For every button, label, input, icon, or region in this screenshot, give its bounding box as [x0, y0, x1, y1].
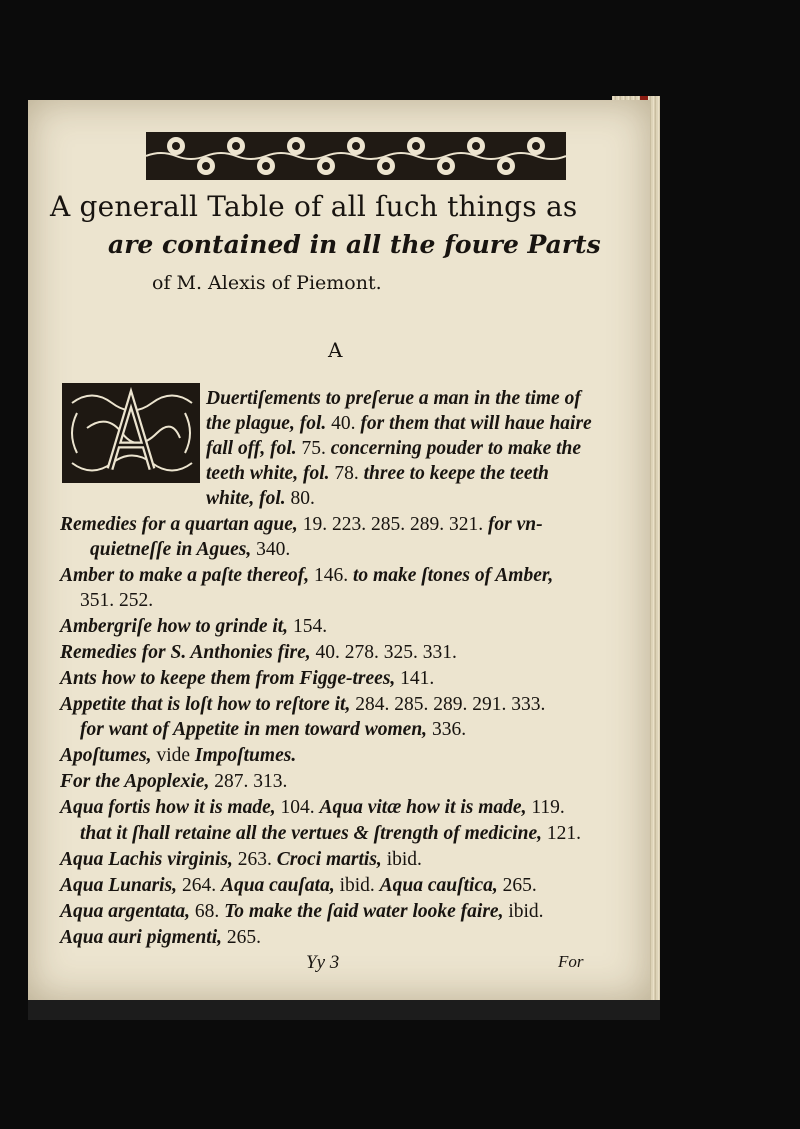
index-entry-line: the plague, fol. 40. for them that will haue haire: [206, 413, 592, 434]
title-line-2: are contained in all the foure Parts: [108, 230, 601, 259]
index-entry-line: Aqua argentata, 68. To make the ſaid water looke faire, ibid.: [60, 901, 544, 922]
woodcut-headpiece-icon: [146, 132, 566, 180]
index-entry-line: Duertiſements to preſerue a man in the time of: [206, 388, 581, 409]
index-entry-line: teeth white, fol. 78. three to keepe the teeth: [206, 463, 549, 484]
title-line-3: of M. Alexis of Piemont.: [152, 272, 382, 294]
index-entry-line: Apoſtumes, vide Impoſtumes.: [60, 745, 297, 766]
index-entry-line: For the Apoplexie, 287. 313.: [60, 771, 288, 792]
index-entry-line: Remedies for S. Anthonies fire, 40. 278. 325. 331.: [60, 642, 457, 663]
index-entry-line: Aqua auri pigmenti, 265.: [60, 927, 261, 948]
signature-mark: Yy 3: [306, 952, 340, 973]
title-line-1: A generall Table of all ſuch things as: [50, 190, 578, 223]
index-entry-line: Aqua Lachis virginis, 263. Croci martis, ibid.: [60, 849, 422, 870]
book-page: [28, 100, 650, 1000]
index-entry-line: 351. 252.: [80, 590, 154, 611]
catchword: For: [558, 952, 584, 971]
index-entry-line: Ambergriſe how to grinde it, 154.: [60, 616, 328, 637]
index-entry-line: quietneſſe in Agues, 340.: [90, 539, 291, 560]
index-entry-line: Ants how to keepe them from Figge-trees, 141.: [60, 668, 435, 689]
index-entry-line: Amber to make a paſte thereof, 146. to make ſtones of Amber,: [60, 565, 554, 586]
index-entry-line: that it ſhall retaine all the vertues & ſtrength of medicine, 121.: [80, 823, 582, 844]
index-entry-line: fall off, fol. 75. concerning pouder to make the: [206, 438, 582, 459]
decorated-initial-A-icon: [62, 383, 200, 483]
index-entry-line: Appetite that is loſt how to reſtore it, 284. 285. 289. 291. 333.: [60, 694, 546, 715]
book-bottom-shadow: [28, 1000, 660, 1020]
index-entry-line: Aqua Lunaris, 264. Aqua cauſata, ibid. Aqua cauſtica, 265.: [60, 875, 537, 896]
index-entry-line: Remedies for a quartan ague, 19. 223. 285. 289. 321. for vn-: [60, 514, 543, 535]
index-entry-line: Aqua fortis how it is made, 104. Aqua vitæ how it is made, 119.: [60, 797, 565, 818]
index-entry-line: for want of Appetite in men toward women, 336.: [80, 719, 467, 740]
section-letter: A: [328, 338, 343, 362]
index-entry-line: white, fol. 80.: [206, 488, 315, 509]
